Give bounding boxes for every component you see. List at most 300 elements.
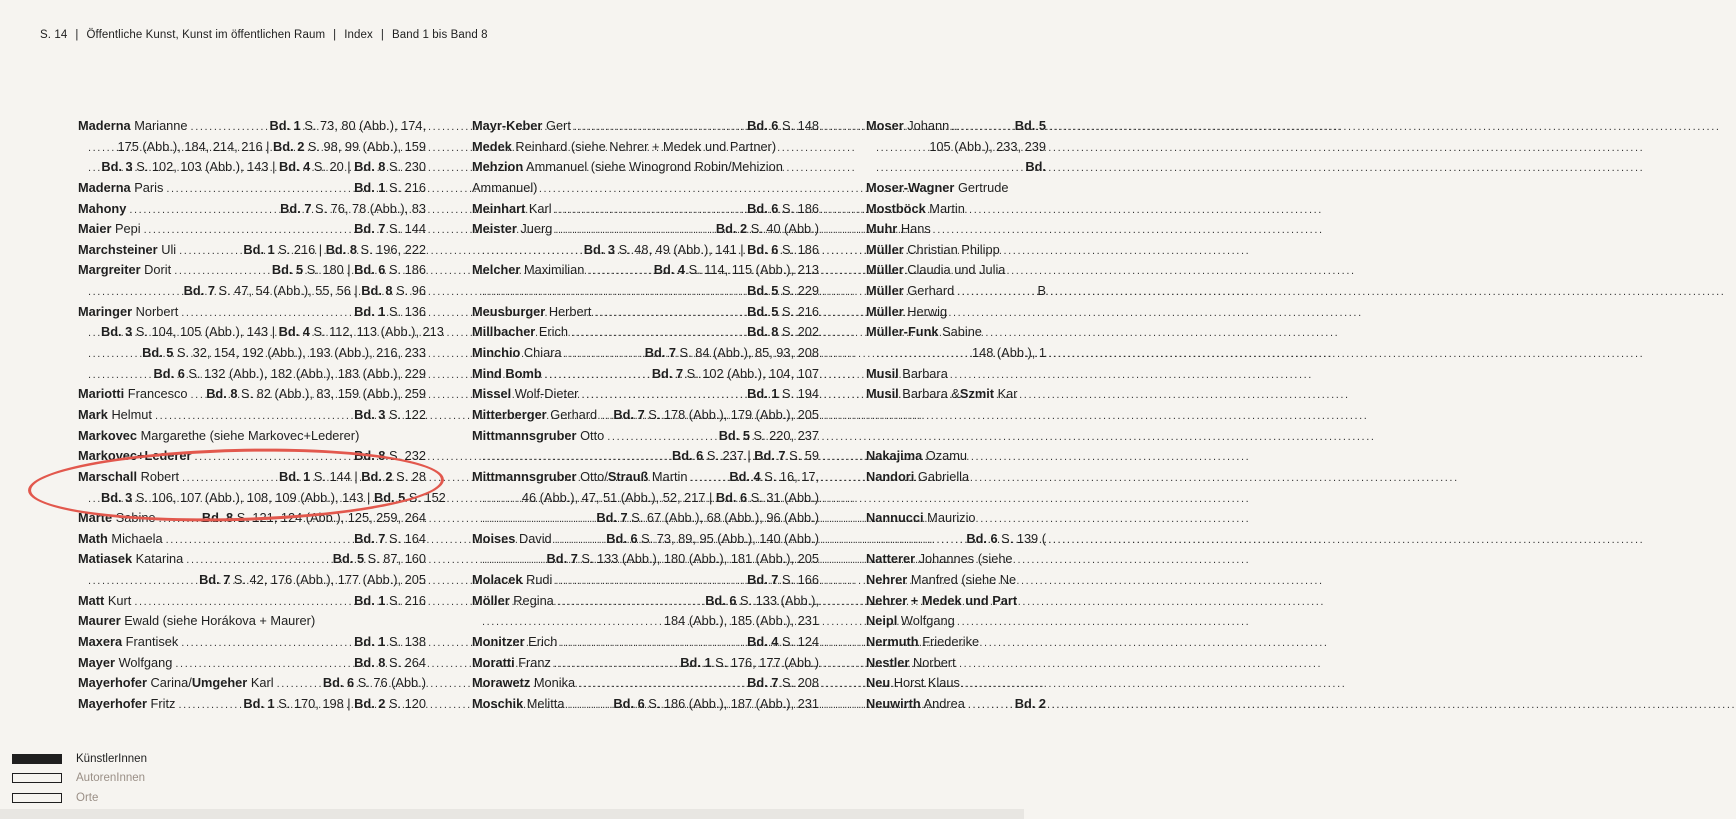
entry-surname: Markovec	[78, 427, 138, 443]
entry-name	[866, 549, 1013, 570]
index-entry	[472, 529, 819, 550]
entry-surname: Mayr-Keber	[472, 118, 543, 133]
entry-references: Bd.	[1025, 159, 1046, 175]
entry-references: Bd. 7 S. 42, 176 (Abb.), 177 (Abb.), 205	[199, 572, 426, 588]
entry-given-name: Regina	[513, 592, 554, 608]
entry-given-name: Andrea	[923, 695, 965, 711]
header-page-number: S. 14	[40, 29, 68, 41]
leader-dots	[482, 489, 519, 510]
entry-surname: Maurer	[78, 613, 121, 629]
leader-dots	[554, 654, 677, 675]
entry-references: 184 (Abb.), 185 (Abb.), 231	[663, 613, 819, 629]
index-entry	[472, 632, 819, 653]
entry-name	[78, 405, 152, 426]
index-entry	[866, 240, 1046, 261]
entry-surname: Moschik	[472, 695, 524, 711]
entry-given-name: Melitta	[526, 695, 565, 711]
entry-references: 175 (Abb.), 184, 214, 216 | Bd. 2 S. 98, 99 (Abb.), 159	[117, 138, 426, 154]
entry-references: Bd. 4 S. 16, 17,	[729, 468, 819, 484]
leader-dots	[178, 695, 240, 716]
entry-name	[866, 673, 960, 694]
entry-given-name: Reinhard (siehe Nehrer + Medek und Partner)	[515, 138, 777, 154]
index-entry-continuation	[472, 508, 819, 529]
entry-surname: Müller	[866, 262, 904, 278]
index-entry	[472, 653, 819, 674]
leader-dots	[88, 138, 114, 159]
entry-references: Bd. 5 S. 216	[747, 303, 819, 319]
leader-dots	[555, 200, 744, 221]
entry-name	[472, 260, 584, 281]
entry-name	[866, 570, 1016, 591]
entry-surname: Neuwirth	[866, 695, 921, 711]
entry-surname: Molacek	[472, 572, 523, 588]
entry-given-name: Kar	[997, 386, 1018, 402]
entry-references: Bd. 6 S. 186 (Abb.), 187 (Abb.), 231	[613, 695, 819, 711]
entry-name	[472, 137, 776, 158]
entry-given-name: Sabine	[115, 510, 156, 526]
entry-references: Bd. 3 S. 102, 103 (Abb.), 143 | Bd. 4 S. 20 | Bd. 8 S. 230	[101, 159, 426, 175]
entry-surname: Müller	[866, 303, 904, 319]
entry-given-name: Claudia und Julia	[907, 262, 1006, 278]
entry-references: Bd. 1 S. 136	[354, 303, 426, 319]
entry-surname: Mark	[78, 406, 108, 422]
index-entry	[78, 632, 426, 653]
entry-references: Bd. 6 S. 148	[747, 118, 819, 133]
index-entry	[866, 549, 1046, 570]
index-entry	[472, 219, 819, 240]
entry-name	[78, 178, 163, 199]
leader-dots	[690, 468, 726, 489]
entry-name	[78, 302, 178, 323]
entry-surname: Möller	[472, 592, 510, 608]
entry-given-name: Karl	[528, 200, 552, 216]
entry-surname: Mariotti	[78, 386, 125, 402]
index-entry-continuation	[866, 157, 1046, 178]
index-entry	[866, 508, 1046, 529]
entry-name	[472, 384, 578, 405]
index-entry	[866, 446, 1046, 467]
entry-references: Bd. 8 S. 202	[747, 324, 819, 340]
entry-surname: Muhr	[866, 221, 898, 237]
legend-item-orte	[12, 788, 147, 808]
entry-given-name: Friederike	[922, 634, 980, 650]
entry-surname: Strauß	[607, 468, 649, 484]
entry-surname: Moratti	[472, 654, 515, 670]
entry-name	[78, 260, 171, 281]
entry-references: Bd. 7 S. 178 (Abb.), 179 (Abb.), 205	[613, 406, 819, 422]
leader-dots	[587, 261, 650, 282]
entry-surname: Minchio	[472, 345, 521, 361]
entry-name	[866, 446, 967, 467]
entry-references: Bd. 6 S. 237 | Bd. 7 S. 59	[671, 448, 819, 464]
entry-references: Bd. 5 S. 180 | Bd. 6 S. 186	[271, 262, 426, 278]
leader-dots	[155, 406, 351, 427]
entry-given-name: Fritz	[150, 695, 176, 711]
entry-surname: Neipl	[866, 613, 898, 629]
entry-references: Bd. 8 S. 82 (Abb.), 83, 159 (Abb.), 259	[206, 386, 426, 402]
entry-surname: Maderna	[78, 179, 131, 195]
entry-name	[472, 219, 552, 240]
legend-item-autoreninnen	[12, 769, 147, 789]
entry-name	[472, 653, 551, 674]
index-entry	[866, 570, 1046, 591]
entry-name	[78, 529, 163, 550]
leader-dots	[88, 282, 181, 303]
entry-surname: Mayer	[78, 654, 115, 670]
entry-surname: Nannucci	[866, 510, 924, 526]
entry-name	[866, 653, 956, 674]
entry-name	[472, 343, 562, 364]
entry-references: Bd. 6 S. 132 (Abb.), 182 (Abb.), 183 (Abb.), 229	[153, 365, 426, 381]
entry-given-name: Carina/	[150, 675, 192, 691]
entry-references: Bd. 8 S. 264	[354, 654, 426, 670]
leader-dots	[482, 241, 581, 262]
entry-name	[78, 384, 188, 405]
entry-name	[78, 240, 176, 261]
entry-given-name: Juerg	[520, 221, 553, 237]
entry-given-name: Michaela	[111, 530, 163, 546]
entry-surname: Missel	[472, 386, 512, 402]
entry-given-name: Gert	[545, 118, 571, 133]
entry-given-name: Manfred (siehe Ne	[910, 572, 1017, 588]
leader-dots	[600, 406, 610, 427]
entry-references: Bd. 1 S. 176, 177 (Abb.)	[680, 654, 819, 670]
entry-given-name: Herwig	[907, 303, 948, 319]
leader-dots	[181, 633, 351, 654]
entry-references: Bd. 1 S. 144 | Bd. 2 S. 28	[278, 468, 426, 484]
index-entry	[472, 591, 819, 612]
entry-surname: Musil	[866, 386, 899, 402]
index-entry	[866, 384, 1046, 405]
header-section: Index	[344, 29, 373, 41]
entry-given-name: Wolfgang	[118, 654, 173, 670]
index-entry	[78, 219, 426, 240]
leader-dots	[191, 117, 267, 138]
header-separator: |	[75, 29, 79, 41]
entry-references: Bd. 7 S. 208	[747, 675, 819, 691]
entry-name	[866, 178, 1008, 199]
index-entry	[866, 302, 1046, 323]
entry-references: Bd. 1 S. 216 | Bd. 8 S. 196, 222	[243, 241, 426, 257]
index-column-3	[866, 116, 1046, 715]
header-separator: |	[380, 29, 384, 41]
index-entry-continuation	[866, 137, 1046, 158]
leader-dots	[88, 365, 151, 386]
leader-dots	[482, 612, 661, 633]
entry-given-name: Johannes (siehe	[918, 551, 1013, 567]
entry-name	[78, 653, 172, 674]
entry-surname: Mitterberger	[472, 406, 547, 422]
index-entry	[866, 591, 1046, 612]
index-entry	[472, 405, 819, 426]
entry-name	[472, 426, 604, 447]
leader-dots	[482, 447, 669, 468]
index-entry-continuation	[78, 364, 426, 385]
leader-dots	[181, 303, 351, 324]
entry-references: Bd. 6 S. 133 (Abb.),	[705, 592, 819, 608]
leader-dots	[482, 550, 544, 571]
leader-dots	[129, 200, 277, 221]
running-header	[40, 29, 488, 41]
entry-surname: Mittmannsgruber	[472, 468, 577, 484]
leader-dots	[574, 117, 744, 138]
entry-references: Bd. 5 S. 87, 160	[332, 551, 426, 567]
leader-dots	[186, 550, 330, 571]
index-entry	[78, 199, 426, 220]
entry-name	[866, 467, 969, 488]
entry-references: Bd. 1 S. 138	[354, 634, 426, 650]
leader-dots	[88, 344, 139, 365]
leader-dots	[571, 323, 744, 344]
entry-references: Bd. 1 S. 170, 198 | Bd. 2 S. 120	[243, 695, 426, 711]
entry-given-name: Helmut	[111, 406, 152, 422]
entry-surname: Marte	[78, 510, 113, 526]
leader-dots	[482, 282, 744, 303]
entry-name	[866, 384, 1018, 405]
entry-given-name: Hans	[900, 221, 931, 237]
entry-surname: Nakajima	[866, 448, 923, 464]
entry-surname: Szmit	[959, 386, 995, 402]
leader-dots	[581, 385, 744, 406]
entry-references: 46 (Abb.), 47, 51 (Abb.), 52, 217 | Bd. 6 S. 31 (Abb.)	[521, 489, 819, 505]
index-entry-continuation	[472, 281, 819, 302]
index-entry	[78, 673, 426, 694]
index-entry	[472, 426, 819, 447]
entry-surname: Mostböck	[866, 200, 926, 216]
entry-name	[866, 694, 965, 715]
leader-dots	[88, 323, 98, 344]
entry-given-name: Rudi	[526, 572, 553, 588]
entry-references: Bd. 8 S. 121, 124 (Abb.), 125, 259, 264	[201, 510, 426, 526]
index-entry	[866, 178, 1046, 199]
leader-dots	[952, 117, 1011, 138]
index-entry	[78, 405, 426, 426]
entry-given-name: Maximilian	[523, 262, 585, 278]
leader-dots	[545, 365, 649, 386]
entry-references: Bd. 5 S. 229	[747, 283, 819, 299]
index-spacer	[866, 488, 1046, 509]
entry-given-name: Johann	[907, 118, 950, 133]
entry-surname: Neu	[866, 675, 891, 691]
entry-surname: Medek	[472, 138, 512, 154]
entry-references: Bd. 7 S. 102 (Abb.), 104, 107	[651, 365, 819, 381]
entry-surname: Morawetz	[472, 675, 531, 691]
entry-name	[866, 240, 1000, 261]
index-entry	[472, 364, 819, 385]
entry-given-name: Monika	[533, 675, 576, 691]
legend-label: AutorenInnen	[76, 772, 146, 785]
index-entry	[472, 178, 819, 199]
entry-references: Bd. 6 S. 139 (	[966, 530, 1046, 546]
entry-references: Bd. 7 S. 76, 78 (Abb.), 83	[280, 200, 426, 216]
entry-surname: Marschall	[78, 468, 138, 484]
entry-references: 105 (Abb.), 233, 239	[929, 138, 1046, 154]
entry-given-name: Erich	[528, 634, 558, 650]
entry-surname: Moser	[866, 118, 904, 133]
index-entry-continuation	[78, 343, 426, 364]
entry-given-name: Martin	[651, 468, 688, 484]
index-entry	[472, 199, 819, 220]
index-entry	[78, 549, 426, 570]
entry-name	[78, 694, 175, 715]
index-entry	[78, 178, 426, 199]
entry-references: Bd. 5 S. 32, 154, 192 (Abb.), 193 (Abb.), 216, 233	[142, 345, 426, 361]
leader-dots	[134, 592, 351, 613]
entry-name	[78, 591, 131, 612]
entry-surname: Nestler	[866, 654, 910, 670]
index-entry	[472, 260, 819, 281]
index-entry	[866, 116, 1046, 137]
entry-given-name: Katarina	[135, 551, 184, 567]
entry-given-name: Marianne	[134, 118, 188, 133]
entry-references: Bd. 3 S. 104, 105 (Abb.), 143 | Bd. 4 S. 112, 113 (Abb.), 213	[101, 324, 444, 340]
entry-references: Bd. 6 S. 73, 89, 95 (Abb.), 140 (Abb.)	[606, 530, 819, 546]
entry-name	[472, 199, 552, 220]
entry-name	[472, 467, 687, 488]
index-entry	[472, 673, 819, 694]
entry-references: Bd. 7 S. 164	[354, 530, 426, 546]
index-entry-continuation	[78, 322, 444, 343]
index-entry-continuation	[78, 570, 426, 591]
index-entry-continuation	[472, 240, 819, 261]
entry-references: Bd. 4 S. 114, 115 (Abb.), 213	[653, 262, 819, 278]
entry-given-name: Wolfgang	[900, 613, 955, 629]
index-entry	[866, 653, 1046, 674]
entry-surname: Maringer	[78, 303, 133, 319]
entry-name	[78, 426, 359, 447]
entry-surname: Meinhart	[472, 200, 526, 216]
leader-dots	[175, 654, 351, 675]
entry-references: Bd. 7 S. 47, 54 (Abb.), 55, 56 | Bd. 8 S. 96	[183, 283, 426, 299]
entry-surname: Moises	[472, 530, 516, 546]
entry-name	[866, 611, 955, 632]
leader-dots	[565, 344, 642, 365]
entry-given-name: Maurizio	[927, 510, 976, 526]
entry-surname: Maderna	[78, 118, 131, 133]
leader-dots	[567, 695, 610, 716]
leader-dots	[166, 179, 351, 200]
entry-name	[78, 673, 274, 694]
legend-swatch	[12, 754, 62, 764]
entry-references: Bd. 7 S. 84 (Abb.), 85, 93, 208	[644, 345, 819, 361]
entry-name	[78, 611, 315, 632]
index-entry	[472, 302, 819, 323]
entry-surname: Nandori	[866, 468, 915, 484]
entry-name	[866, 199, 965, 220]
entry-given-name: Norbert	[135, 303, 179, 319]
entry-references: Bd. 6 S. 186	[747, 200, 819, 216]
index-entry	[472, 570, 819, 591]
entry-given-name: Frantisek	[125, 634, 179, 650]
entry-name	[78, 632, 178, 653]
entry-references: Bd. 3 S. 122	[354, 406, 426, 422]
index-entry	[866, 260, 1046, 281]
entry-references: Bd. 4 S. 124	[747, 634, 819, 650]
entry-given-name: Barbara &	[902, 386, 960, 402]
entry-name	[472, 364, 542, 385]
entry-name	[78, 549, 183, 570]
leader-dots	[88, 158, 98, 179]
leader-dots	[607, 427, 715, 448]
entry-name	[472, 302, 591, 323]
entry-given-name: Gabriella	[917, 468, 970, 484]
entry-surname: Nehrer + Medek und Part	[866, 592, 1018, 608]
entry-surname: Matt	[78, 592, 105, 608]
entry-name	[866, 281, 954, 302]
index-entry	[472, 322, 819, 343]
entry-name	[866, 364, 948, 385]
entry-given-name: David	[518, 530, 552, 546]
entry-references: Bd. 3 S. 48, 49 (Abb.), 141 | Bd. 6 S. 186	[583, 241, 819, 257]
legend-swatch	[12, 793, 62, 803]
entry-surname: Matiasek	[78, 551, 133, 567]
leader-dots	[555, 220, 712, 241]
entry-references: 148 (Abb.), 1	[972, 345, 1046, 361]
index-entry	[78, 384, 426, 405]
entry-given-name: Franz	[518, 654, 551, 670]
index-entry-continuation	[866, 529, 1046, 550]
entry-name	[866, 302, 947, 323]
entry-text: Ammanuel)	[472, 179, 538, 195]
index-entry	[866, 467, 1046, 488]
page-edge	[0, 809, 1024, 819]
entry-name	[78, 219, 141, 240]
index-entry	[472, 694, 819, 715]
entry-given-name: Gerhard	[550, 406, 598, 422]
entry-references: Bd. 7 S. 144	[354, 221, 426, 237]
entry-surname: Maier	[78, 221, 112, 237]
entry-references: Bd. 2 S. 40 (Abb.)	[715, 221, 819, 237]
entry-surname: Margreiter	[78, 262, 141, 278]
index-entry-continuation	[472, 549, 819, 570]
index-column-2	[472, 116, 819, 715]
entry-name	[472, 632, 557, 653]
entry-references: Bd. 3 S. 106, 107 (Abb.), 108, 109 (Abb.), 143 | Bd. 5 S. 152	[101, 489, 446, 505]
index-entry	[866, 281, 1046, 302]
index-entry	[866, 694, 1046, 715]
entry-surname: Mehzion	[472, 159, 524, 175]
entry-references: Bd. 5	[1014, 118, 1046, 133]
leader-dots	[594, 303, 744, 324]
entry-surname: Marchsteiner	[78, 241, 158, 257]
entry-name	[472, 178, 537, 199]
index-column-1	[78, 116, 446, 715]
index-entry	[78, 653, 426, 674]
legend-label: KünstlerInnen	[76, 752, 147, 765]
entry-name	[866, 508, 976, 529]
entry-surname: Umgeher	[191, 675, 248, 691]
entry-given-name: Gertrude	[957, 179, 1009, 195]
index-entry-continuation	[78, 137, 426, 158]
entry-references: Bd. 1 S. 216	[354, 592, 426, 608]
entry-references: B	[1037, 283, 1046, 299]
leader-dots	[578, 674, 744, 695]
entry-surname: Mayerhofer	[78, 675, 147, 691]
entry-references: Bd. 7 S. 133 (Abb.), 180 (Abb.), 181 (Abb.), 205	[546, 551, 819, 567]
index-entry	[472, 116, 819, 137]
index-entry-continuation	[866, 343, 1046, 364]
index-entry	[78, 694, 426, 715]
entry-given-name: Martin	[929, 200, 965, 216]
entry-name	[866, 591, 1017, 612]
entry-given-name: Sabine	[942, 324, 982, 340]
entry-name	[472, 591, 554, 612]
entry-name	[866, 116, 949, 137]
index-entry	[472, 157, 819, 178]
entry-given-name: Christian Philipp	[907, 241, 1000, 257]
entry-references: Bd. 8 S. 232	[354, 448, 426, 464]
entry-given-name: Kurt	[107, 592, 132, 608]
